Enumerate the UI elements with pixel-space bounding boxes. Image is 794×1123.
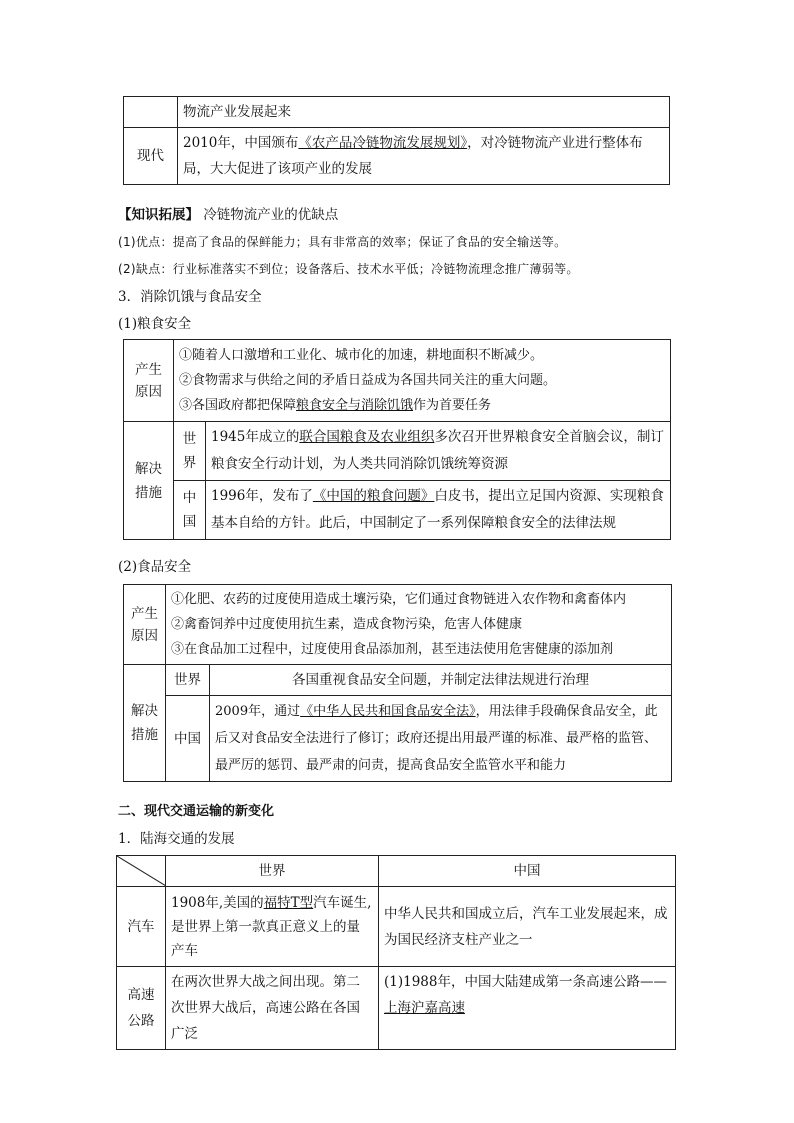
car-world-pre: 1908年,美国的 xyxy=(171,894,264,911)
food-cause-label: 产生原因 xyxy=(124,585,166,665)
grain-table xyxy=(123,339,671,540)
grain-world-content xyxy=(206,422,671,481)
grain-china-pre: 1996年，发布了 xyxy=(211,488,313,504)
car-china-content: 中华人民共和国成立后，汽车工业发展起来，成为国民经济支柱产业之一 xyxy=(379,887,676,967)
knowledge-tag: 【知识拓展】 xyxy=(118,207,199,223)
top-table-row2-label: 现代 xyxy=(124,128,178,185)
knowledge-cons: (2)缺点：行业标准落实不到位；设备落后、技术水平低；冷链物流理念推广薄弱等。 xyxy=(118,262,579,276)
car-label: 汽车 xyxy=(117,887,166,967)
grain-cause-2: ②食物需求与供给之间的矛盾日益成为各国共同关注的重大问题。 xyxy=(179,373,557,388)
grain-china-label: 中国 xyxy=(174,481,206,540)
food-cause-3: ③在食品加工过程中，过度使用食品添加剂，甚至违法使用危害健康的添加剂 xyxy=(171,642,614,657)
grain-cause-content xyxy=(174,340,671,422)
grain-china-post: 白皮书，提出立足国内资源、实现粮食基本自给的方针。此后，中国制定了一系列保障粮食安全的法律法规 xyxy=(211,488,664,531)
top-table-empty-cell xyxy=(124,97,178,128)
highway-china-content xyxy=(379,967,676,1050)
col-header-world: 世界 xyxy=(166,856,379,887)
car-world-content xyxy=(166,887,379,967)
diagonal-line xyxy=(117,856,166,886)
section2-heading: 二、现代交通运输的新变化 xyxy=(118,804,275,819)
food-china-post: ，用法律手段确保食品安全，此后又对食品安全法进行了修订；政府还提出用最严谨的标准、最严格的监管、最严厉的惩罚、最严肃的问责，提高食品安全监管水平和能力 xyxy=(215,704,658,773)
transport-table xyxy=(116,855,676,1050)
grain-cause-label: 产生原因 xyxy=(124,340,174,422)
grain-cause-3 xyxy=(179,393,665,418)
land-sea-transport-heading: 1．陆海交通的发展 xyxy=(118,831,235,847)
cold-chain-plan-link: 《农产品冷链物流发展规划》 xyxy=(298,135,468,151)
grain-security-heading: (1)粮食安全 xyxy=(118,316,192,332)
fao-link: 联合国粮食及农业组织 xyxy=(299,429,435,445)
food-measure-label: 解决措施 xyxy=(124,665,166,782)
food-china-content xyxy=(210,696,672,782)
top-table-row2-post: ，对冷链物流产业进行整体布局，大大促进了该项产业的发展 xyxy=(183,135,643,177)
knowledge-pros: (1)优点：提高了食品的保鲜能力；具有非常高的效率；保证了食品的安全输送等。 xyxy=(118,235,567,249)
grain-cause-1: ①随着人口激增和工业化、城市化的加速，耕地面积不断减少。 xyxy=(179,348,544,363)
top-table-row2-pre: 2010年，中国颁布 xyxy=(183,135,299,151)
food-cause-2: ②禽畜饲养中过度使用抗生素，造成食物污染，危害人体健康 xyxy=(171,617,523,632)
grain-world-label: 世界 xyxy=(174,422,206,481)
food-table xyxy=(123,584,672,782)
food-world-label: 世界 xyxy=(166,665,210,696)
grain-china-content xyxy=(206,481,671,540)
diagonal-header-cell xyxy=(117,856,166,887)
food-security-heading: (2)食品安全 xyxy=(118,559,192,575)
grain-security-link: 粮食安全与消除饥饿 xyxy=(296,398,414,413)
highway-world-content: 在两次世界大战之间出现。第二次世界大战后，高速公路在各国广泛 xyxy=(166,967,379,1050)
food-china-pre: 2009年，通过 xyxy=(215,704,301,719)
highway-china-pre: (1)1988年，中国大陆建成第一条高速公路—— xyxy=(384,974,667,990)
shanghai-huja-expressway-link: 上海沪嘉高速 xyxy=(384,1000,465,1016)
top-table xyxy=(123,96,670,185)
grain-cause-3-post: 作为首要任务 xyxy=(413,398,492,413)
food-china-label: 中国 xyxy=(166,696,210,782)
top-table-row2-content xyxy=(178,128,670,185)
food-cause-1: ①化肥、农药的过度使用造成土壤污染，它们通过食物链进入农作物和禽畜体内 xyxy=(171,592,627,607)
food-safety-law-link: 《中华人民共和国食品安全法》 xyxy=(300,704,476,719)
section3-heading: 3．消除饥饿与食品安全 xyxy=(118,289,262,305)
grain-cause-3-pre: ③各国政府都把保障 xyxy=(179,398,297,413)
highway-label: 高速公路 xyxy=(117,967,166,1050)
grain-world-post: 多次召开世界粮食安全首脑会议，制订粮食安全行动计划，为人类共同消除饥饿统筹资源 xyxy=(211,429,664,472)
food-world-content: 各国重视食品安全问题，并制定法律法规进行治理 xyxy=(210,665,672,696)
grain-world-pre: 1945年成立的 xyxy=(211,429,300,445)
food-cause-content xyxy=(166,585,672,665)
grain-measure-label: 解决措施 xyxy=(124,422,174,540)
car-world-post: 汽车诞生,是世界上第一款真正意义上的量产车 xyxy=(171,894,372,959)
col-header-china: 中国 xyxy=(379,856,676,887)
knowledge-heading xyxy=(118,205,338,225)
knowledge-title: 冷链物流产业的优缺点 xyxy=(203,207,339,223)
china-grain-whitepaper-link: 《中国的粮食问题》 xyxy=(312,488,435,504)
ford-model-t-link: 福特T型 xyxy=(263,894,314,911)
top-table-row1-text: 物流产业发展起来 xyxy=(178,97,670,128)
